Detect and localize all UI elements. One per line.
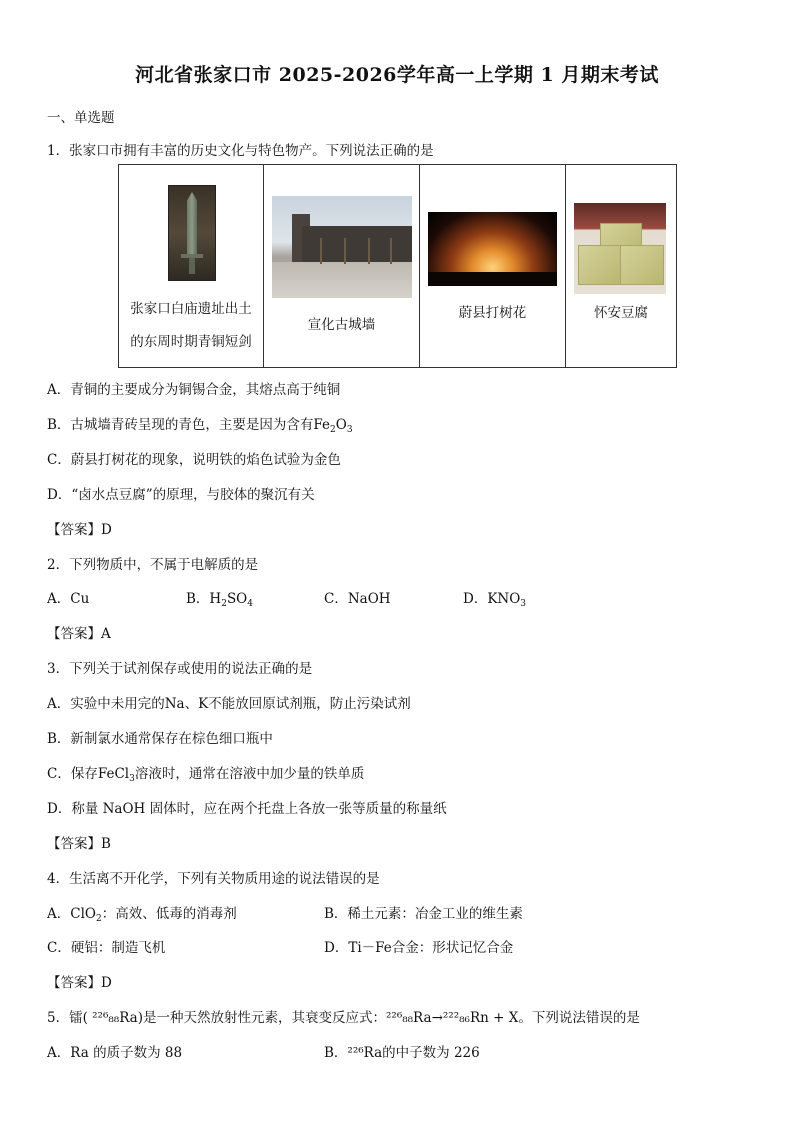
question-1-option-b: B．古城墙青砖呈现的青色，主要是因为含有$Fe_2O_3$ (47, 417, 353, 435)
question-2-option-c: C．NaOH (324, 591, 391, 607)
question-3-option-c: C．保存FeCl$_3$溶液时，通常在溶液中加少量的铁单质 (47, 766, 365, 784)
question-4-answer: 【答案】D (47, 975, 112, 991)
question-4-option-d: D．Ti－Fe合金：形状记忆合金 (324, 940, 514, 956)
question-4-option-c: C．硬铝：制造飞机 (47, 940, 166, 956)
question-2-option-d: D．$KNO_3$ (463, 591, 527, 609)
figure-cell-tofu (566, 165, 677, 368)
question-3-option-d: D．称量 NaOH 固体时，应在两个托盘上各放一张等质量的称量纸 (47, 801, 447, 817)
question-1-figure-table (118, 164, 677, 368)
question-3-answer: 【答案】B (47, 836, 111, 852)
molten-iron-fireworks-image (428, 212, 557, 286)
question-2-answer: 【答案】A (47, 626, 111, 642)
figure-cell-fire (420, 165, 566, 368)
question-3-stem: 3．下列关于试剂保存或使用的说法正确的是 (47, 661, 313, 677)
question-2-option-a: A．Cu (47, 591, 90, 607)
figure-caption-fire: 蔚县打树花 (458, 305, 527, 321)
question-5-option-a: A．Ra 的质子数为 88 (47, 1045, 183, 1061)
question-1-answer: 【答案】D (47, 522, 112, 538)
question-2-option-b: B．$H_2SO_4$ (186, 591, 253, 609)
figure-cell-sword (119, 165, 264, 368)
question-5-option-b: B．²²⁶Ra的中子数为 226 (324, 1045, 480, 1061)
figure-cell-wall (264, 165, 420, 368)
question-3-option-b: B．新制氯水通常保存在棕色细口瓶中 (47, 731, 273, 747)
figure-caption-wall: 宣化古城墙 (307, 317, 376, 333)
figure-caption-sword-line1: 张家口白庙遗址出土 (130, 301, 252, 317)
bronze-sword-image (168, 185, 216, 281)
tofu-image (574, 203, 666, 294)
question-5-stem: 5．镭( ²²⁶₈₈Ra)是一种天然放射性元素，其衰变反应式：²²⁶₈₈Ra→²²²₈₆Rn + X。下列说法错误的是 (47, 1010, 640, 1026)
question-1-option-c: C．蔚县打树花的现象，说明铁的焰色试验为金色 (47, 452, 341, 468)
question-3-option-a: A．实验中未用完的Na、K不能放回原试剂瓶，防止污染试剂 (47, 696, 411, 712)
question-1-option-a: A．青铜的主要成分为铜锡合金，其熔点高于纯铜 (47, 382, 341, 398)
question-4-option-a: A．ClO$_2$：高效、低毒的消毒剂 (47, 906, 237, 924)
question-4-option-b: B．稀土元素：冶金工业的维生素 (324, 906, 523, 922)
page-title: 河北省张家口市 2025-2026学年高一上学期 1 月期末考试 (135, 64, 659, 86)
question-4-stem: 4．生活离不开化学，下列有关物质用途的说法错误的是 (47, 871, 380, 887)
figure-caption-tofu: 怀安豆腐 (594, 305, 648, 321)
city-wall-image (272, 196, 412, 298)
question-1-option-d: D．“卤水点豆腐”的原理，与胶体的聚沉有关 (47, 487, 315, 503)
question-1-stem: 1．张家口市拥有丰富的历史文化与特色物产。下列说法正确的是 (47, 143, 434, 159)
figure-caption-sword-line2: 的东周时期青铜短剑 (130, 334, 252, 350)
section-heading: 一、单选题 (47, 110, 115, 126)
question-2-stem: 2．下列物质中，不属于电解质的是 (47, 557, 259, 573)
